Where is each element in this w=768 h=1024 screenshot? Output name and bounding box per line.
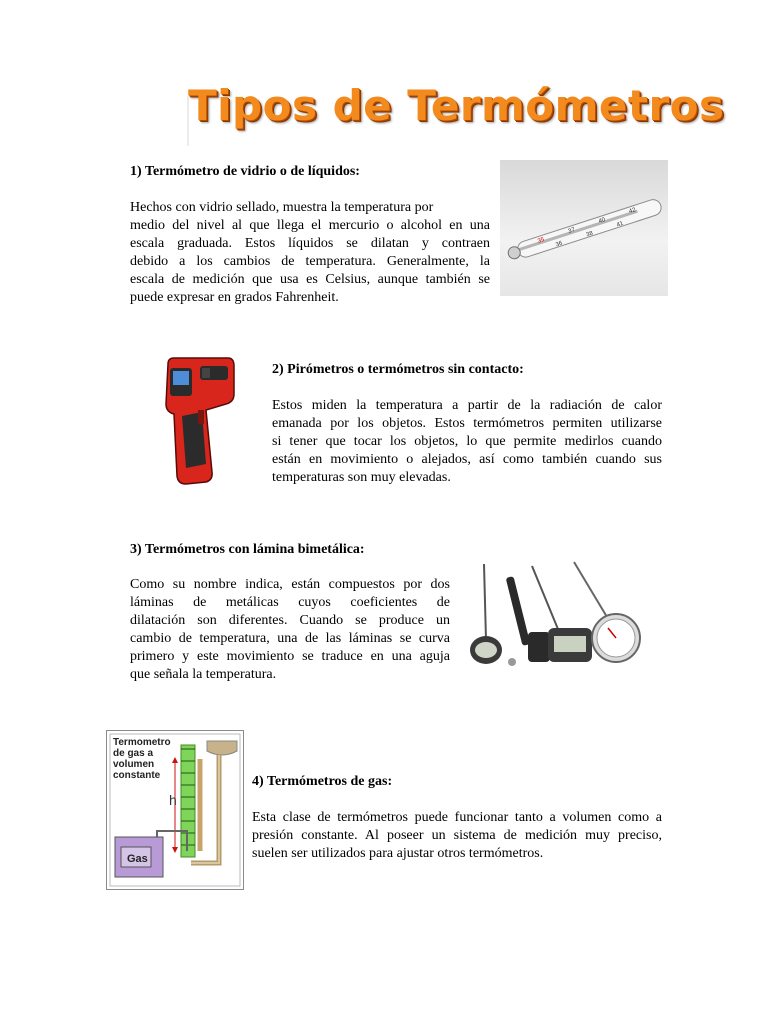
gas-thermometer-diagram-icon	[107, 731, 243, 889]
section-4-line: presión constante. Al poseer un sistema de medición muy preciso,	[252, 828, 662, 843]
section-1-line: puede expresar en grados Fahrenheit.	[130, 290, 339, 305]
section-2-line: temperaturas son muy elevadas.	[272, 470, 451, 485]
section-3-heading: 3) Termómetros con lámina bimetálica:	[130, 542, 365, 557]
scale-mark: 41	[615, 220, 625, 229]
section-3-line: láminas de metálicas cuyos coeficientes de	[130, 595, 450, 610]
section-4-line: Esta clase de termómetros puede funcionar tanto a volumen como a	[252, 810, 662, 825]
section-2-heading: 2) Pirómetros o termómetros sin contacto:	[272, 362, 524, 377]
section-3-line: que señala la temperatura.	[130, 667, 277, 682]
section-2-line: si tener que tocar los objetos, lo que permite medirlos cuando	[272, 434, 662, 449]
scale-mark: 37	[567, 227, 576, 235]
section-3-line: dilatación son diferentes. Cuando se produce un	[130, 613, 450, 628]
section-3-line: primero y este movimiento se traduce en una aguja	[130, 649, 450, 664]
section-4-line: suelen ser utilizados para ajustar otros termómetros.	[252, 846, 544, 861]
section-2-line: están en movimiento o alejados, así como también cuando sus	[272, 452, 662, 467]
section-1-line: medio del nivel al que llega el mercurio o alcohol en una	[130, 218, 490, 233]
scale-mark: 42	[628, 207, 637, 216]
section-3-line: Como su nombre indica, están compuestos por dos	[130, 577, 450, 592]
section-1-body	[130, 199, 490, 307]
section-1-line: escala de medición que usa es Celsius, aunque también se	[130, 272, 490, 287]
section-1-heading: 1) Termómetro de vidrio o de líquidos:	[130, 164, 360, 179]
section-2-line: Estos miden la temperatura a partir de la radiación de calor	[272, 398, 662, 413]
diagram-caption-line: Termometro	[113, 737, 171, 748]
infrared-pyrometer-icon	[160, 354, 240, 488]
scale-mark: 40	[597, 217, 607, 225]
section-4-heading: 4) Termómetros de gas:	[252, 774, 393, 789]
scale-mark: 36	[555, 240, 564, 249]
section-3-body	[130, 576, 450, 684]
scale-mark: 35	[537, 236, 546, 245]
diagram-caption-line: de gas a	[113, 748, 154, 759]
diagram-caption-line: volumen	[113, 759, 155, 770]
bimetallic-thermometers-icon	[462, 558, 652, 676]
section-4-body	[252, 809, 662, 863]
scale-mark: 38	[585, 230, 594, 239]
pyrometer-image	[160, 354, 240, 488]
section-3-line: cambio de temperatura, una de las láminas se curva	[130, 631, 450, 646]
glass-thermometer-image	[500, 160, 668, 296]
diagram-caption-line: constante	[113, 770, 161, 781]
section-2-line: emanada por los objetos. Estos termómetros permiten utilizarse	[272, 416, 662, 431]
gas-label: Gas	[127, 853, 148, 865]
page-title: Tipos de Termómetros	[188, 81, 725, 130]
section-2-body	[272, 397, 662, 487]
glass-thermometer-icon	[500, 160, 668, 296]
section-1-line: escala graduada. Estos líquidos se dilatan y contraen	[130, 236, 490, 251]
section-1-line: debido a los cambios de temperatura. Generalmente, la	[130, 254, 490, 269]
h-label: h	[169, 792, 177, 808]
gas-thermometer-diagram	[106, 730, 244, 890]
bimetallic-thermometers-image	[462, 558, 652, 676]
section-1-line: Hechos con vidrio sellado, muestra la temperatura por	[130, 200, 434, 215]
